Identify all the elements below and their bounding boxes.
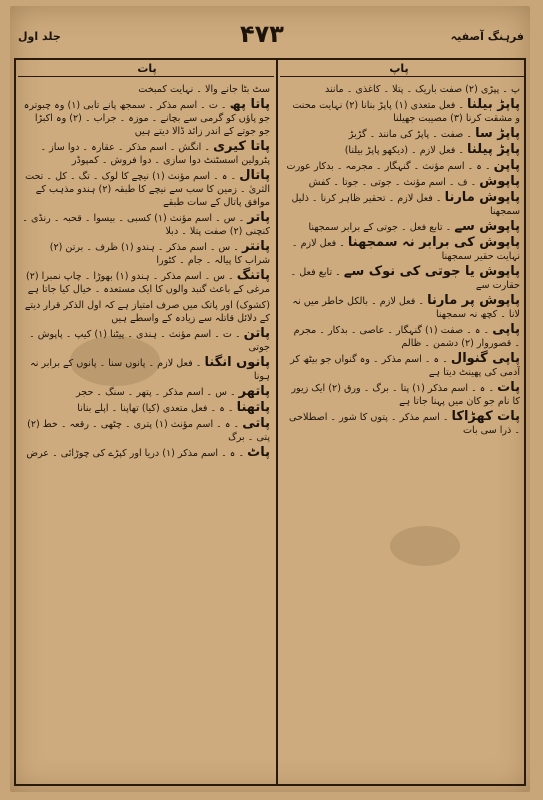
entry — [286, 127, 520, 141]
definition: ۔ س ۔ اسم مذکر ۔ ہندو (۱) ظرف ۔ برتن (۲) شراب کا پیالہ ۔ جام ۔ کٹورا — [49, 242, 270, 266]
headword: پاپن — [493, 158, 520, 173]
entry — [22, 417, 270, 444]
headword: پاتنگ — [236, 268, 270, 283]
entry — [22, 401, 270, 415]
entry — [22, 82, 270, 96]
definition: ۔ س ۔ اسم مؤنث (۱) کسبی ۔ بیسوا ۔ قحبہ ۔ رنڈی ۔ کنچنی (۲) صفت پتلا ۔ دبلا — [22, 213, 270, 237]
entry — [286, 191, 520, 218]
headword: پاتا کیری — [213, 139, 270, 154]
right-column-heading: پاپ — [389, 62, 409, 75]
volume-label: جلد اول — [18, 30, 61, 43]
entry — [286, 265, 520, 292]
entry — [286, 352, 520, 379]
definition: ۔ تابع فعل ۔ جوتی کے برابر سمجھنا — [308, 222, 452, 233]
definition: ۔ س ۔ اسم مذکر ۔ پتھر ۔ سنگ ۔ حجر — [75, 387, 236, 398]
book-title: فرہنگ آصفیہ — [450, 30, 524, 43]
definition: ۔ س ۔ اسم مذکر ۔ ہندو (۱) بھوڑا ۔ چاپ نمبرا (۲) مرغی کے باعث گنبد والوں کا ایک مستعدہ ۔ خیال کیا جاتا ہے — [25, 271, 270, 295]
page-header — [10, 6, 530, 50]
headword: پانتر — [241, 239, 270, 254]
headword: پاپوش پر مارنا — [427, 293, 520, 308]
headword: پاپی گنوال — [450, 351, 520, 366]
definition: ۔ فعل متعدی (۱) پاپڑ بنانا (۲) نہایت محنت و مشقت کرنا (۳) مصیبت جھیلنا — [292, 100, 520, 124]
definition: (کشوک) اور پاتک میں صرف امتیاز ہے کہ اول الذکر قرار دیتے کے دلائل قاتلہ سے زیادہ کے واسطے ہیں — [24, 300, 270, 324]
definition: ۔ ہ ۔ اسم مؤنث ۔ گنہگار ۔ مجرمہ ۔ بدکار عورت — [286, 161, 491, 172]
entry — [22, 269, 270, 296]
entry — [22, 169, 270, 209]
headword: پانوں انگنا — [204, 355, 270, 370]
entry — [286, 410, 520, 437]
entry — [286, 294, 520, 321]
left-heading-rule — [18, 76, 274, 77]
entry — [22, 446, 270, 460]
definition: ۔ ہ ۔ فعل متعدی (کیا) تھاپنا ۔ اپلے بنانا — [77, 403, 234, 414]
definition: ۔ ت ۔ اسم مذکر ۔ سمجھ پانے تابی (۱) وہ چبوترہ جو پاؤں کو گرمی سے بچانے ۔ موزہ ۔ جراب ۔ (۲) وہ اکبڑا جو جوتے کے اندر زائد ڈالا دیتے ہیں — [23, 100, 270, 137]
headword: پاپوش کی برابر نہ سمجھنا — [347, 235, 520, 250]
left-column-heading: پات — [137, 62, 157, 75]
page-number: ۴۷۳ — [240, 20, 284, 48]
definition: ۔ فعل لازم ۔ تحقیر ظاہر کرنا ۔ ذلیل سمجھنا — [291, 193, 520, 217]
entry — [22, 385, 270, 399]
definition: ۔ صفت ۔ پاپڑ کی مانند ۔ گڑبڑ — [348, 129, 472, 140]
headword: پاٹ — [247, 445, 270, 460]
definition: ۔ ہ ۔ اسم مؤنث (۱) پتری ۔ چٹھی ۔ رقعہ ۔ خط (۲) پتی ۔ برگ — [27, 419, 270, 443]
headword: پاتن — [243, 326, 270, 341]
entry — [286, 98, 520, 125]
headword: پاتھنا — [236, 400, 270, 415]
entry — [22, 240, 270, 267]
definition: ۔ ت ۔ اسم مؤنث ۔ ہندی ۔ پیٹنا (۱) کیپ ۔ پاپوش ۔ جوتی — [29, 329, 270, 353]
headword: پاپوش — [479, 174, 520, 189]
headword: پاپوش مارنا — [444, 190, 520, 205]
entry — [22, 298, 270, 325]
definition: ۔ ہ ۔ صفت (۱) گنہگار ۔ عاصی ۔ بدکار ۔ مجرم ۔ قصوروار (۲) دشمن ۔ ظالم — [293, 325, 520, 349]
definition: سٹ بٹا جانے والا ۔ نہایت کمبخت — [138, 84, 270, 95]
headword: پات کھڑاکا — [451, 409, 520, 424]
definition: ۔ اسم مذکر ۔ پتوں کا شور ۔ اصطلاحی ۔ ذرا سی بات — [289, 412, 520, 436]
dictionary-page — [10, 6, 530, 792]
entry — [286, 143, 520, 157]
definition: ۔ ہ ۔ اسم مذکر (۱) دریا اور کپڑے کی چوڑائی ۔ عرض — [26, 448, 245, 459]
headword: پاتھر — [238, 384, 270, 399]
headword: پاپوش سے — [454, 219, 520, 234]
headword: پاپی — [492, 322, 520, 337]
definition: ۔ ہ ۔ اسم مذکر ۔ وہ گنواں جو بیٹھ کر آدمی کی پھینٹ دیتا ہے — [290, 354, 520, 378]
definition: ۔ ہ ۔ اسم مذکر (۱) پتا ۔ برگ ۔ ورق (۲) ایک زیور کا نام جو کان میں پہنا جاتا ہے — [291, 383, 520, 407]
entry — [286, 220, 520, 234]
definition: ۔ ہ ۔ اسم مؤنث (۱) نیچے کا لوک ۔ تگ ۔ کل ۔ تحت الثریٰ ۔ زمین کا سب سے نیچے کا طبقہ (۲) ہندو مذہب کے موافق پاتال کے سات طبقے — [25, 171, 270, 208]
entry — [286, 323, 520, 350]
right-column — [286, 82, 520, 778]
column-divider — [276, 58, 278, 786]
headword: پاپڑ بیلنا — [467, 97, 520, 112]
definition: ۔ انگش ۔ اسم مذکر ۔ عقارہ ۔ دوا ساز ۔ پٹرولین اسسٹنٹ دوا سازی ۔ دوا فروش ۔ کمپوڈر — [40, 142, 270, 166]
entry — [22, 140, 270, 167]
headword: پاتال — [239, 168, 270, 183]
entry — [22, 98, 270, 138]
entry — [22, 211, 270, 238]
left-column — [22, 82, 270, 778]
paper-stain — [70, 336, 160, 386]
definition: ۔ فعل لازم ۔ (دیکھو پاپڑ بیلنا) — [344, 145, 464, 156]
definition: ۔ فعل لازم ۔ نہایت حقیر سمجھنا — [291, 238, 520, 262]
entry — [286, 159, 520, 173]
headword: پاتر — [247, 210, 270, 225]
headword: پاپوش یا جوتی کی نوک سے — [343, 264, 520, 279]
headword: پاپڑ پیلنا — [467, 142, 520, 157]
entry — [286, 175, 520, 189]
headword: پاتی — [242, 416, 270, 431]
definition: پ ۔ پپڑی (۲) صفت باریک ۔ پتلا ۔ کاغذی ۔ مانند — [325, 84, 520, 95]
entry — [286, 236, 520, 263]
definition: ۔ ف ۔ اسم مؤنث ۔ جوتی ۔ جوتا ۔ کفش — [308, 177, 477, 188]
definition: ۔ فعل لازم ۔ پانوں سنا ۔ پانوں کے برابر نہ ہونا — [30, 358, 270, 382]
definition: ۔ فعل لازم ۔ بالکل خاطر میں نہ لانا ۔ کچھ نہ سمجھنا — [292, 296, 520, 320]
entry — [286, 381, 520, 408]
headword: پات — [497, 380, 520, 395]
right-heading-rule — [280, 76, 524, 77]
entry — [286, 82, 520, 96]
definition: ۔ تابع فعل ۔ حقارت سے — [290, 267, 520, 291]
headword: پاپڑ سا — [475, 126, 520, 141]
paper-stain — [390, 526, 460, 566]
headword: پاتا پھ — [229, 97, 270, 112]
